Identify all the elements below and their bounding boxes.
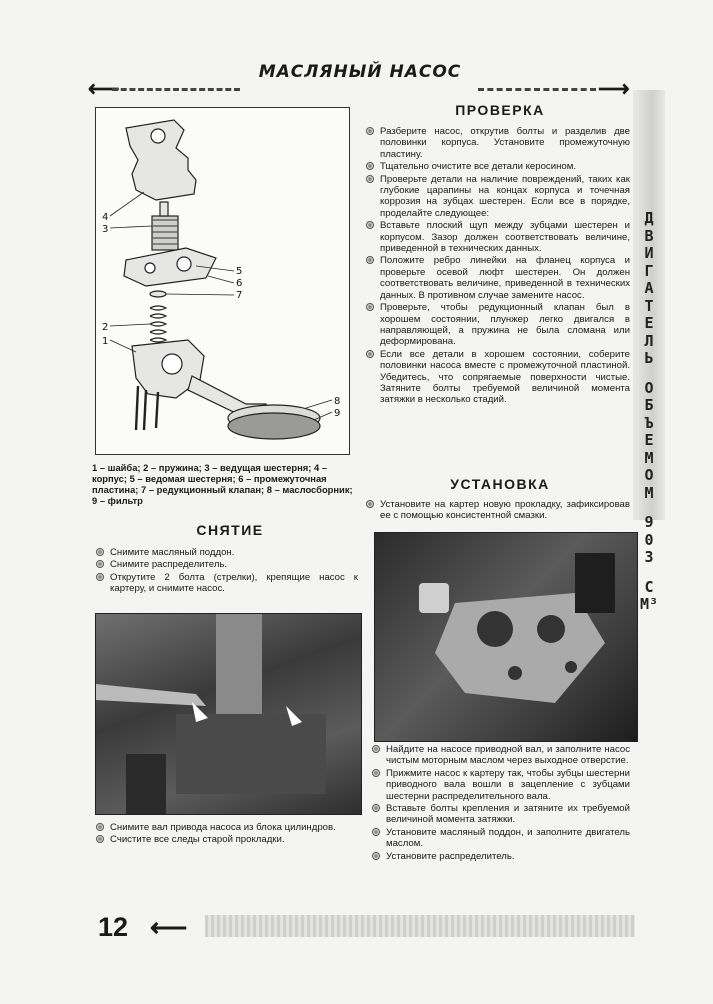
tab-letter: М³ [639, 595, 659, 613]
callout-2: 2 [102, 322, 109, 333]
callout-3: 3 [102, 224, 109, 235]
pump-bolts-photo [95, 613, 362, 815]
list-item: Проверьте, чтобы редукционный клапан был в хорошем состоянии, плунжер легко двигался в направляющей, а пружина не была сломана или деформирована. [366, 302, 630, 348]
callout-4: 4 [102, 212, 109, 223]
install-final-steps [372, 744, 630, 863]
list-item: Установите распределитель. [372, 851, 630, 862]
list-item: Тщательно очистите все детали керосином. [366, 161, 630, 172]
tab-letter: Т [644, 296, 654, 315]
install-steps [366, 499, 630, 523]
bullet-icon [366, 350, 374, 358]
tab-letter: М [644, 483, 654, 502]
oil-pump-exploded-diagram [95, 107, 350, 455]
tab-letter: Е [644, 314, 654, 332]
figure-caption: 1 – шайба; 2 – пружина; 3 – ведущая шестерня; 4 – корпус; 5 – ведомая шестерня; 6 – промежуточная пластина; 7 – редукционный клапан; 8 – маслосборник; 9 – фильтр [92, 462, 353, 506]
callout-7: 7 [236, 290, 243, 301]
callout-5: 5 [236, 266, 243, 277]
page-header-title: МАСЛЯНЫЙ НАСОС [258, 62, 462, 82]
list-item: Прижмите насос к картеру так, чтобы зубцы шестерни приводного вала вошли в зацепление с зубцами шестерни распределительного вала. [372, 768, 630, 802]
tab-letter: Л [644, 331, 654, 350]
tab-letter: 3 [644, 548, 654, 566]
bullet-icon [366, 303, 374, 311]
bullet-icon [366, 256, 374, 264]
callout-1: 1 [102, 336, 109, 347]
list-item: Счистите все следы старой прокладки. [96, 834, 358, 845]
install-heading: УСТАНОВКА [450, 476, 550, 492]
callout-6: 6 [236, 278, 243, 289]
tab-letter: Е [644, 431, 654, 449]
back-arrow-icon: ⟵ [150, 912, 188, 942]
tab-letter: О [644, 466, 654, 484]
header-rule-left [112, 88, 240, 91]
check-heading: ПРОВЕРКА [455, 102, 545, 118]
tab-letter: Г [644, 261, 654, 280]
bullet-icon [372, 769, 380, 777]
removal-heading: СНЯТИЕ [196, 522, 264, 538]
list-item: Открутите 2 болта (стрелки), крепящие насос к картеру, и снимите насос. [96, 572, 358, 595]
callout-8: 8 [334, 396, 341, 407]
tab-letter: Б [644, 396, 654, 414]
bullet-icon [366, 500, 374, 508]
list-item: Найдите на насосе приводной вал, и заполните насос чистым моторным маслом через выходное отверстие. [372, 744, 630, 767]
bullet-icon [96, 573, 104, 581]
header-rule-right [478, 88, 596, 91]
tab-letter: Ь [644, 349, 654, 367]
tab-letter: О [644, 378, 654, 397]
check-steps [366, 126, 630, 407]
bullet-icon [96, 835, 104, 843]
tab-letter: А [644, 279, 654, 297]
footer-band [205, 915, 635, 937]
bullet-icon [96, 560, 104, 568]
tab-letter: И [644, 244, 654, 262]
removal-steps [96, 547, 358, 596]
gasket-photo [374, 532, 638, 742]
tab-letter: М [644, 448, 654, 467]
tab-letter: Ъ [644, 413, 654, 432]
list-item: Положите ребро линейки на фланец корпуса и проверьте осевой люфт шестерен. Он должен соответствовать величине, приведенной в технических данных. В противном случае замените насос. [366, 255, 630, 301]
bullet-icon [96, 823, 104, 831]
list-item: Вставьте болты крепления и затяните их требуемой величиной момента затяжки. [372, 803, 630, 826]
bullet-icon [366, 175, 374, 183]
removal-final-steps [96, 822, 358, 847]
tab-letter: 9 [644, 513, 654, 531]
list-item: Снимите распределитель. [96, 559, 358, 570]
list-item: Если все детали в хорошем состоянии, соберите половинки насоса вместе с промежуточной пластиной. Убедитесь, что сопрягаемые поверхности чистые. Затяните болты требуемой величиной момента затяжки в несколько стадий. [366, 349, 630, 406]
tab-letter: Д [644, 209, 654, 227]
tab-letter: В [644, 226, 654, 245]
tab-letter: С [644, 577, 654, 596]
side-section-tab [636, 210, 662, 614]
list-item: Разберите насос, открутив болты и разделив две половинки корпуса. Установите промежуточную пластину. [366, 126, 630, 160]
list-item: Снимите масляный поддон. [96, 547, 358, 558]
bullet-icon [366, 221, 374, 229]
bullet-icon [372, 745, 380, 753]
page-number: 12 [98, 912, 129, 942]
bullet-icon [372, 852, 380, 860]
callout-9: 9 [334, 408, 341, 419]
list-item: Установите масляный поддон, и заполните двигатель маслом. [372, 827, 630, 850]
list-item: Вставьте плоский щуп между зубцами шестерен и корпусом. Зазор должен соответствовать величине, приведенной в технических данных. [366, 220, 630, 254]
tab-letter: 0 [644, 530, 654, 549]
list-item: Снимите вал привода насоса из блока цилиндров. [96, 822, 358, 833]
left-arrow-icon: ⟵ [88, 76, 120, 101]
bullet-icon [366, 162, 374, 170]
bullet-icon [366, 127, 374, 135]
bullet-icon [372, 828, 380, 836]
list-item: Установите на картер новую прокладку, зафиксировав ее с помощью консистентной смазки. [366, 499, 630, 522]
bullet-icon [96, 548, 104, 556]
list-item: Проверьте детали на наличие повреждений, таких как глубокие царапины на концах корпуса и точечная коррозия на зубцах шестерен. Если все в порядке, проделайте следующее: [366, 174, 630, 220]
bullet-icon [372, 804, 380, 812]
right-arrow-icon: ⟶ [598, 76, 630, 101]
